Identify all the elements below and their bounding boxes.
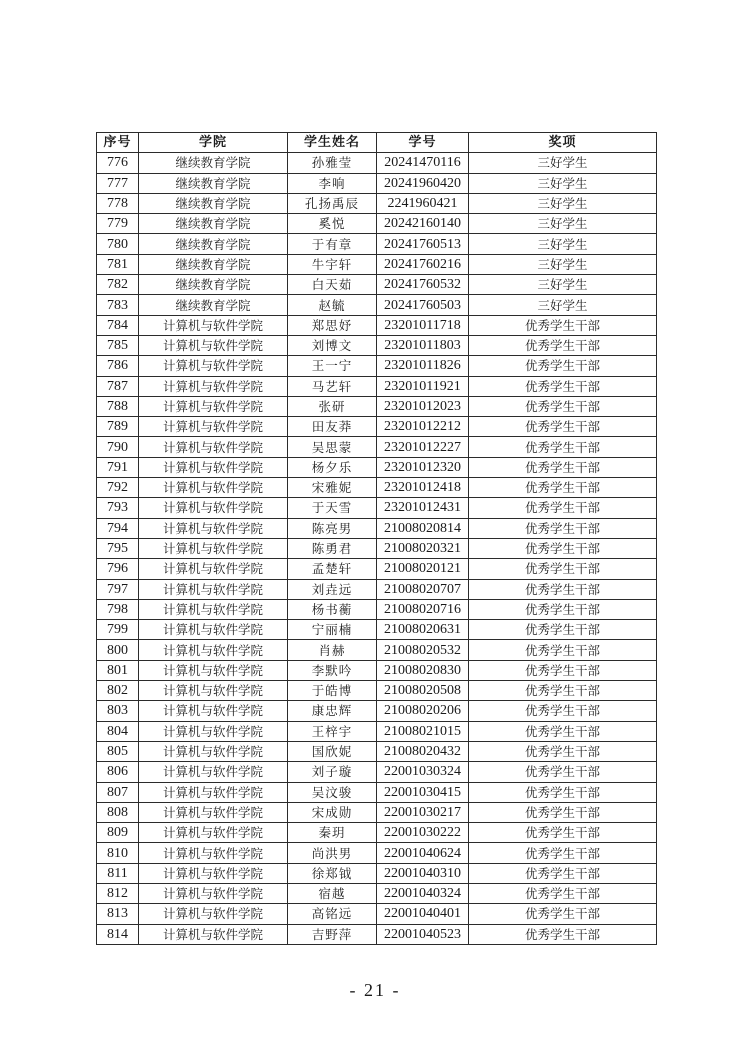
cell-serial: 797 — [97, 579, 139, 599]
cell-college: 计算机与软件学院 — [139, 863, 288, 883]
cell-serial: 810 — [97, 843, 139, 863]
cell-student-name: 徐郑钺 — [288, 863, 377, 883]
cell-award: 三好学生 — [469, 254, 657, 274]
cell-college: 计算机与软件学院 — [139, 356, 288, 376]
cell-college: 继续教育学院 — [139, 254, 288, 274]
cell-student-name: 郑思妤 — [288, 315, 377, 335]
cell-college: 计算机与软件学院 — [139, 721, 288, 741]
cell-college: 计算机与软件学院 — [139, 823, 288, 843]
cell-serial: 812 — [97, 883, 139, 903]
cell-college: 计算机与软件学院 — [139, 741, 288, 761]
cell-student-id: 20241760216 — [377, 254, 469, 274]
cell-student-name: 国欣妮 — [288, 741, 377, 761]
cell-award: 优秀学生干部 — [469, 883, 657, 903]
cell-student-name: 杨夕乐 — [288, 457, 377, 477]
cell-college: 计算机与软件学院 — [139, 538, 288, 558]
cell-college: 继续教育学院 — [139, 153, 288, 173]
cell-student-name: 白天茹 — [288, 275, 377, 295]
cell-student-name: 孟楚轩 — [288, 559, 377, 579]
cell-serial: 787 — [97, 376, 139, 396]
cell-college: 计算机与软件学院 — [139, 335, 288, 355]
table-body — [97, 153, 657, 945]
cell-college: 计算机与软件学院 — [139, 478, 288, 498]
cell-student-name: 刘子璇 — [288, 762, 377, 782]
cell-award: 三好学生 — [469, 295, 657, 315]
cell-serial: 807 — [97, 782, 139, 802]
cell-student-id: 23201012320 — [377, 457, 469, 477]
cell-award: 优秀学生干部 — [469, 335, 657, 355]
cell-student-id: 23201011803 — [377, 335, 469, 355]
cell-student-name: 王一宁 — [288, 356, 377, 376]
cell-student-id: 23201011826 — [377, 356, 469, 376]
cell-student-name: 王梓宇 — [288, 721, 377, 741]
cell-student-name: 吴汶骏 — [288, 782, 377, 802]
cell-student-id: 21008020716 — [377, 599, 469, 619]
cell-serial: 791 — [97, 457, 139, 477]
cell-award: 优秀学生干部 — [469, 417, 657, 437]
table-row — [97, 741, 657, 761]
cell-student-id: 22001040401 — [377, 904, 469, 924]
cell-student-name: 牛宇轩 — [288, 254, 377, 274]
column-header-serial: 序号 — [97, 133, 139, 153]
table-row — [97, 437, 657, 457]
cell-college: 计算机与软件学院 — [139, 802, 288, 822]
cell-student-name: 李默吟 — [288, 660, 377, 680]
cell-college: 计算机与软件学院 — [139, 417, 288, 437]
cell-student-name: 陈亮男 — [288, 518, 377, 538]
cell-college: 计算机与软件学院 — [139, 924, 288, 944]
cell-student-id: 22001040624 — [377, 843, 469, 863]
cell-serial: 792 — [97, 478, 139, 498]
cell-student-name: 陈勇君 — [288, 538, 377, 558]
cell-serial: 794 — [97, 518, 139, 538]
table-row — [97, 863, 657, 883]
table-row — [97, 457, 657, 477]
cell-award: 优秀学生干部 — [469, 457, 657, 477]
cell-student-name: 宿越 — [288, 883, 377, 903]
cell-college: 计算机与软件学院 — [139, 518, 288, 538]
table-row — [97, 478, 657, 498]
cell-college: 计算机与软件学院 — [139, 599, 288, 619]
table-row — [97, 396, 657, 416]
cell-student-name: 田友莽 — [288, 417, 377, 437]
table-row — [97, 538, 657, 558]
cell-serial: 779 — [97, 214, 139, 234]
cell-student-name: 肖赫 — [288, 640, 377, 660]
cell-student-id: 23201012212 — [377, 417, 469, 437]
cell-award: 三好学生 — [469, 153, 657, 173]
cell-student-name: 刘垚远 — [288, 579, 377, 599]
cell-student-id: 21008020321 — [377, 538, 469, 558]
cell-serial: 802 — [97, 681, 139, 701]
cell-serial: 814 — [97, 924, 139, 944]
cell-student-id: 21008020508 — [377, 681, 469, 701]
cell-student-name: 杨书蘅 — [288, 599, 377, 619]
cell-student-name: 尚洪男 — [288, 843, 377, 863]
cell-serial: 811 — [97, 863, 139, 883]
cell-serial: 785 — [97, 335, 139, 355]
table-row — [97, 193, 657, 213]
table-row — [97, 762, 657, 782]
cell-serial: 781 — [97, 254, 139, 274]
cell-award: 优秀学生干部 — [469, 640, 657, 660]
table-row — [97, 254, 657, 274]
table-row — [97, 153, 657, 173]
cell-college: 继续教育学院 — [139, 295, 288, 315]
table-row — [97, 782, 657, 802]
cell-serial: 806 — [97, 762, 139, 782]
cell-student-name: 李响 — [288, 173, 377, 193]
cell-student-id: 23201012227 — [377, 437, 469, 457]
cell-college: 计算机与软件学院 — [139, 498, 288, 518]
award-list-table — [96, 132, 657, 945]
table-row — [97, 579, 657, 599]
column-header-student-id: 学号 — [377, 133, 469, 153]
cell-student-id: 21008020830 — [377, 660, 469, 680]
table-row — [97, 214, 657, 234]
cell-student-name: 马艺轩 — [288, 376, 377, 396]
cell-serial: 805 — [97, 741, 139, 761]
cell-serial: 776 — [97, 153, 139, 173]
cell-award: 优秀学生干部 — [469, 478, 657, 498]
table-row — [97, 904, 657, 924]
cell-student-id: 21008020814 — [377, 518, 469, 538]
cell-award: 优秀学生干部 — [469, 599, 657, 619]
cell-student-id: 22001040324 — [377, 883, 469, 903]
cell-award: 三好学生 — [469, 173, 657, 193]
cell-college: 计算机与软件学院 — [139, 660, 288, 680]
cell-award: 优秀学生干部 — [469, 538, 657, 558]
cell-student-id: 20241760503 — [377, 295, 469, 315]
table-row — [97, 376, 657, 396]
table-row — [97, 335, 657, 355]
table-header-row — [97, 133, 657, 153]
cell-college: 计算机与软件学院 — [139, 437, 288, 457]
table-row — [97, 640, 657, 660]
cell-college: 计算机与软件学院 — [139, 843, 288, 863]
cell-student-name: 秦玥 — [288, 823, 377, 843]
cell-college: 计算机与软件学院 — [139, 559, 288, 579]
column-header-award: 奖项 — [469, 133, 657, 153]
column-header-college: 学院 — [139, 133, 288, 153]
cell-college: 计算机与软件学院 — [139, 904, 288, 924]
cell-college: 计算机与软件学院 — [139, 620, 288, 640]
cell-award: 优秀学生干部 — [469, 843, 657, 863]
table-row — [97, 559, 657, 579]
table-row — [97, 660, 657, 680]
cell-college: 计算机与软件学院 — [139, 701, 288, 721]
table-row — [97, 295, 657, 315]
table-row — [97, 315, 657, 335]
cell-student-name: 孙雅莹 — [288, 153, 377, 173]
cell-award: 优秀学生干部 — [469, 721, 657, 741]
cell-student-id: 23201011921 — [377, 376, 469, 396]
table-row — [97, 883, 657, 903]
table-row — [97, 620, 657, 640]
cell-student-name: 宁丽楠 — [288, 620, 377, 640]
cell-student-name: 高铭远 — [288, 904, 377, 924]
cell-college: 计算机与软件学院 — [139, 782, 288, 802]
cell-student-id: 22001030415 — [377, 782, 469, 802]
cell-college: 计算机与软件学院 — [139, 640, 288, 660]
cell-student-id: 21008020707 — [377, 579, 469, 599]
cell-college: 继续教育学院 — [139, 234, 288, 254]
cell-student-name: 刘博文 — [288, 335, 377, 355]
cell-award: 优秀学生干部 — [469, 620, 657, 640]
cell-student-id: 23201012023 — [377, 396, 469, 416]
cell-student-id: 20242160140 — [377, 214, 469, 234]
table-row — [97, 417, 657, 437]
table-row — [97, 599, 657, 619]
cell-college: 计算机与软件学院 — [139, 396, 288, 416]
cell-student-id: 20241960420 — [377, 173, 469, 193]
cell-award: 优秀学生干部 — [469, 376, 657, 396]
cell-serial: 796 — [97, 559, 139, 579]
cell-student-name: 赵毓 — [288, 295, 377, 315]
cell-award: 优秀学生干部 — [469, 681, 657, 701]
cell-award: 优秀学生干部 — [469, 396, 657, 416]
cell-serial: 788 — [97, 396, 139, 416]
cell-award: 三好学生 — [469, 275, 657, 295]
cell-serial: 789 — [97, 417, 139, 437]
cell-award: 优秀学生干部 — [469, 356, 657, 376]
cell-student-name: 孔扬禹辰 — [288, 193, 377, 213]
cell-award: 优秀学生干部 — [469, 924, 657, 944]
table-row — [97, 823, 657, 843]
cell-student-id: 20241760532 — [377, 275, 469, 295]
cell-student-id: 20241470116 — [377, 153, 469, 173]
cell-serial: 786 — [97, 356, 139, 376]
cell-award: 优秀学生干部 — [469, 802, 657, 822]
table-row — [97, 498, 657, 518]
table-row — [97, 681, 657, 701]
cell-student-name: 吴思蒙 — [288, 437, 377, 457]
page-number: - 21 - — [349, 980, 401, 1000]
table-row — [97, 924, 657, 944]
cell-student-id: 22001040523 — [377, 924, 469, 944]
cell-student-name: 于皓博 — [288, 681, 377, 701]
cell-serial: 783 — [97, 295, 139, 315]
table-row — [97, 721, 657, 741]
table-row — [97, 802, 657, 822]
cell-student-id: 2241960421 — [377, 193, 469, 213]
cell-college: 计算机与软件学院 — [139, 315, 288, 335]
cell-award: 优秀学生干部 — [469, 782, 657, 802]
cell-student-name: 吉野萍 — [288, 924, 377, 944]
cell-student-id: 22001030217 — [377, 802, 469, 822]
cell-award: 优秀学生干部 — [469, 823, 657, 843]
cell-student-id: 21008020631 — [377, 620, 469, 640]
cell-award: 优秀学生干部 — [469, 741, 657, 761]
cell-college: 继续教育学院 — [139, 275, 288, 295]
cell-student-id: 21008021015 — [377, 721, 469, 741]
cell-student-id: 21008020432 — [377, 741, 469, 761]
cell-serial: 801 — [97, 660, 139, 680]
cell-student-id: 23201012431 — [377, 498, 469, 518]
cell-student-name: 奚悦 — [288, 214, 377, 234]
cell-award: 三好学生 — [469, 234, 657, 254]
cell-student-id: 23201012418 — [377, 478, 469, 498]
cell-award: 优秀学生干部 — [469, 660, 657, 680]
cell-award: 优秀学生干部 — [469, 498, 657, 518]
cell-student-name: 于有章 — [288, 234, 377, 254]
cell-serial: 790 — [97, 437, 139, 457]
cell-serial: 799 — [97, 620, 139, 640]
cell-student-name: 张研 — [288, 396, 377, 416]
cell-serial: 808 — [97, 802, 139, 822]
cell-college: 继续教育学院 — [139, 173, 288, 193]
cell-college: 计算机与软件学院 — [139, 883, 288, 903]
cell-serial: 800 — [97, 640, 139, 660]
cell-award: 三好学生 — [469, 214, 657, 234]
cell-award: 优秀学生干部 — [469, 559, 657, 579]
cell-award: 三好学生 — [469, 193, 657, 213]
cell-student-name: 于天雪 — [288, 498, 377, 518]
cell-college: 计算机与软件学院 — [139, 579, 288, 599]
cell-student-id: 22001030222 — [377, 823, 469, 843]
table-row — [97, 275, 657, 295]
table-row — [97, 173, 657, 193]
cell-serial: 784 — [97, 315, 139, 335]
cell-serial: 780 — [97, 234, 139, 254]
cell-award: 优秀学生干部 — [469, 701, 657, 721]
cell-student-id: 23201011718 — [377, 315, 469, 335]
cell-serial: 804 — [97, 721, 139, 741]
table-row — [97, 356, 657, 376]
cell-student-id: 22001030324 — [377, 762, 469, 782]
cell-award: 优秀学生干部 — [469, 579, 657, 599]
cell-college: 计算机与软件学院 — [139, 376, 288, 396]
column-header-student-name: 学生姓名 — [288, 133, 377, 153]
table-row — [97, 701, 657, 721]
cell-award: 优秀学生干部 — [469, 904, 657, 924]
cell-college: 继续教育学院 — [139, 193, 288, 213]
cell-student-id: 21008020121 — [377, 559, 469, 579]
cell-serial: 782 — [97, 275, 139, 295]
cell-serial: 803 — [97, 701, 139, 721]
cell-serial: 798 — [97, 599, 139, 619]
cell-serial: 813 — [97, 904, 139, 924]
cell-award: 优秀学生干部 — [469, 762, 657, 782]
table-row — [97, 843, 657, 863]
cell-student-id: 20241760513 — [377, 234, 469, 254]
cell-award: 优秀学生干部 — [469, 863, 657, 883]
cell-serial: 793 — [97, 498, 139, 518]
cell-college: 计算机与软件学院 — [139, 762, 288, 782]
cell-award: 优秀学生干部 — [469, 437, 657, 457]
cell-student-name: 宋成勋 — [288, 802, 377, 822]
cell-serial: 795 — [97, 538, 139, 558]
table-row — [97, 518, 657, 538]
cell-college: 计算机与软件学院 — [139, 681, 288, 701]
cell-college: 继续教育学院 — [139, 214, 288, 234]
cell-award: 优秀学生干部 — [469, 315, 657, 335]
cell-serial: 809 — [97, 823, 139, 843]
table-row — [97, 234, 657, 254]
cell-award: 优秀学生干部 — [469, 518, 657, 538]
cell-college: 计算机与软件学院 — [139, 457, 288, 477]
cell-student-id: 21008020532 — [377, 640, 469, 660]
cell-serial: 777 — [97, 173, 139, 193]
cell-student-name: 康忠辉 — [288, 701, 377, 721]
cell-student-id: 22001040310 — [377, 863, 469, 883]
cell-student-id: 21008020206 — [377, 701, 469, 721]
cell-serial: 778 — [97, 193, 139, 213]
cell-student-name: 宋雅妮 — [288, 478, 377, 498]
